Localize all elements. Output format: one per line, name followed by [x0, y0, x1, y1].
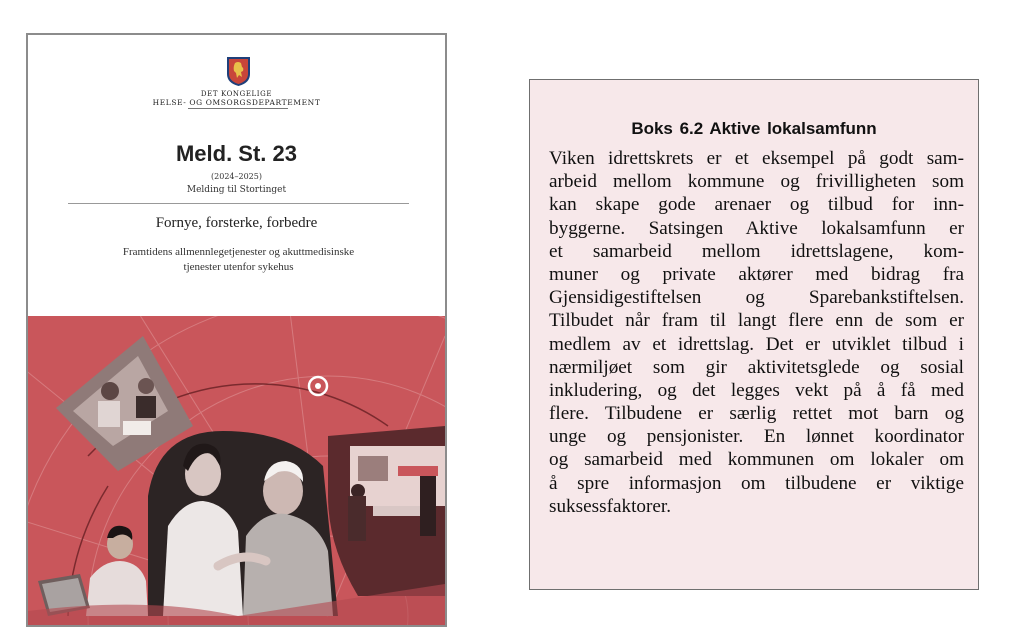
box-text-line: inkludering, og det legges vekt på å få med: [549, 379, 964, 401]
box-text-line: Viken idrettskrets er et eksempel på godt sam-: [549, 148, 964, 169]
norwegian-lion-crest-icon: [226, 56, 251, 87]
box-text-line: arbeid mellom kommune og frivilligheten som: [549, 171, 964, 193]
box-text-line: kan skape gode arenaer og tilbud for inn-: [549, 194, 964, 216]
cover-title: Fornye, forsterke, forbedre: [155, 215, 318, 231]
cover-illustration: [28, 316, 445, 627]
cover-divider: [68, 203, 409, 204]
box-text-line: muner og private aktører med bidrag fra: [549, 263, 964, 285]
box-text-line: Tilbudet når fram til langt flere enn de som er: [549, 310, 964, 332]
box-text-line: å spre informasjon om tilbudene er viktige: [549, 472, 964, 494]
ambulance-photo: [328, 426, 445, 596]
box-text-line: et samarbeid mellom idrettslagene, kom-: [549, 240, 964, 262]
nurse-patient-photo: [148, 431, 338, 616]
box-text-line: unge og pensjonister. En lønnet koordinator: [549, 426, 964, 448]
department-divider: [188, 108, 288, 109]
report-type: Melding til Stortinget: [186, 185, 287, 195]
report-number: Meld. St. 23: [175, 141, 298, 166]
cover-subtitle-line2: tjenester utenfor sykehus: [183, 261, 294, 273]
box-title: Boks 6.2 Aktive lokalsamfunn: [631, 119, 877, 138]
box-text-line: Gjensidigestiftelsen og Sparebankstiftelsen.: [549, 287, 964, 309]
cover-subtitle: [78, 245, 399, 275]
department-name-line1: DET KONGELIGE: [200, 90, 273, 98]
report-cover: [26, 33, 447, 627]
box-text-line: flere. Tilbudene er særlig rettet mot barn og: [549, 403, 964, 425]
cover-subtitle-line1: Framtidens allmennlegetjenester og akuttmedisinske: [122, 246, 355, 258]
box-text-line: byggerne. Satsingen Aktive lokalsamfunn er: [549, 217, 964, 239]
report-period: (2024–2025): [211, 172, 262, 181]
box-text-line: nærmiljøet som gir aktivitetsglede og sosial: [549, 356, 964, 378]
box-body: [549, 147, 964, 518]
department-name-line2: HELSE- OG OMSORGSDEPARTEMENT: [152, 98, 321, 107]
box-text-line: suksessfaktorer.: [549, 495, 672, 517]
box-text-line: og samarbeid med kommunen om lokaler om: [549, 449, 964, 471]
fact-box: [529, 79, 979, 590]
box-text-line: medlem av et idrettslag. Det er utviklet tilbud i: [549, 333, 964, 355]
